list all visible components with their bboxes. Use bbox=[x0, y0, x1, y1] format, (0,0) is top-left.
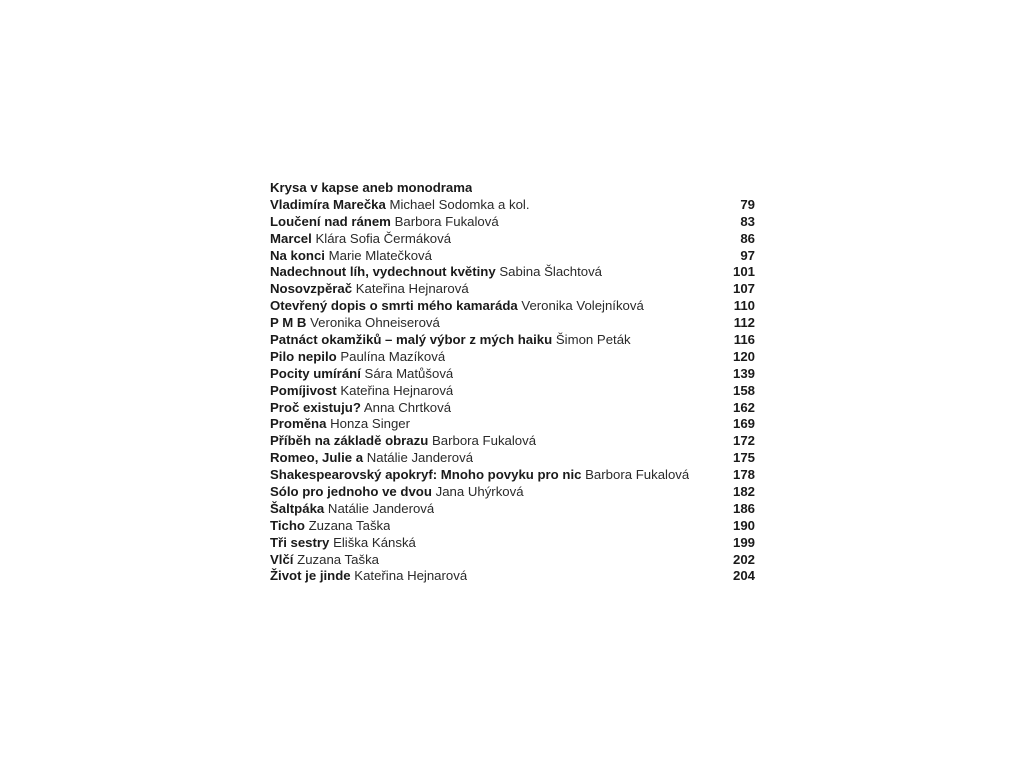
toc-entry-page-number: 107 bbox=[732, 281, 755, 297]
toc-entry-page-number: 186 bbox=[732, 500, 755, 516]
toc-entry-author: Veronika Volejníková bbox=[521, 298, 644, 314]
toc-entry bbox=[270, 535, 755, 552]
toc-entry-page-number: 83 bbox=[740, 213, 755, 229]
toc-entry bbox=[270, 484, 755, 501]
toc-entry-page-number: 182 bbox=[732, 484, 755, 500]
toc-entry-text bbox=[270, 248, 432, 265]
table-of-contents bbox=[270, 180, 755, 585]
toc-entry bbox=[270, 264, 755, 281]
toc-entry-title: Vladimíra Marečka bbox=[270, 196, 386, 212]
toc-entry bbox=[270, 568, 755, 585]
toc-entry-title: Krysa v kapse aneb monodrama bbox=[270, 180, 473, 195]
toc-entry-text bbox=[270, 416, 410, 433]
toc-entry-title: Život je jinde bbox=[270, 568, 351, 584]
toc-entry bbox=[270, 400, 755, 417]
toc-entry-author: Zuzana Taška bbox=[297, 551, 380, 567]
toc-entry-page-number: 112 bbox=[733, 315, 755, 331]
toc-entry-page-number: 158 bbox=[732, 382, 755, 398]
toc-entry-page-number: 190 bbox=[732, 517, 755, 533]
toc-entry bbox=[270, 180, 755, 197]
toc-entry-page-number: 202 bbox=[732, 551, 755, 567]
toc-entry bbox=[270, 248, 755, 265]
toc-entry-page-number: 79 bbox=[740, 196, 755, 212]
toc-entry-author: Kateřina Hejnarová bbox=[354, 568, 468, 584]
toc-entry-text bbox=[270, 180, 472, 197]
toc-entry-author: Sabina Šlachtová bbox=[499, 264, 603, 280]
toc-entry-title: Příběh na základě obrazu bbox=[270, 433, 429, 449]
toc-entry-author: Paulína Mazíková bbox=[340, 348, 446, 364]
toc-entry-author: Veronika Ohneiserová bbox=[310, 315, 440, 331]
toc-entry bbox=[270, 231, 755, 248]
toc-entry-text bbox=[270, 315, 440, 332]
toc-entry-author: Honza Singer bbox=[330, 416, 411, 432]
toc-entry-title: Pomíjivost bbox=[270, 382, 337, 398]
toc-entry bbox=[270, 450, 755, 467]
toc-entry-author: Jana Uhýrková bbox=[435, 484, 524, 500]
toc-entry-author: Barbora Fukalová bbox=[431, 433, 537, 449]
toc-entry-text bbox=[270, 450, 473, 467]
toc-entry bbox=[270, 315, 755, 332]
toc-entry-author: Kateřina Hejnarová bbox=[355, 281, 469, 297]
toc-entry-page-number: 178 bbox=[732, 467, 755, 483]
toc-entry-title: P M B bbox=[270, 315, 307, 331]
toc-entry bbox=[270, 518, 755, 535]
toc-entry-title: Vlčí bbox=[270, 551, 294, 567]
toc-entry-text bbox=[270, 383, 453, 400]
toc-entry-author: Klára Sofia Čermáková bbox=[315, 230, 452, 246]
toc-entry-title: Loučení nad ránem bbox=[270, 213, 391, 229]
toc-entry-title: Romeo, Julie a bbox=[270, 450, 364, 466]
toc-entry-title: Na konci bbox=[270, 247, 325, 263]
toc-entry bbox=[270, 552, 755, 569]
toc-entry-author: Marie Mlatečková bbox=[328, 247, 432, 263]
toc-entry-text bbox=[270, 433, 536, 450]
toc-entry-title: Sólo pro jednoho ve dvou bbox=[270, 484, 432, 500]
toc-entry bbox=[270, 281, 755, 298]
toc-entry-page-number: 204 bbox=[732, 568, 755, 584]
toc-entry-text bbox=[270, 467, 689, 484]
toc-entry-title: Pocity umírání bbox=[270, 365, 361, 381]
toc-entry-text bbox=[270, 501, 434, 518]
toc-entry-author: Anna Chrtková bbox=[363, 399, 452, 415]
toc-entry-author: Sára Matůšová bbox=[364, 365, 454, 381]
toc-entry-text bbox=[270, 332, 631, 349]
toc-entry-text bbox=[270, 214, 499, 231]
toc-entry-text bbox=[270, 231, 451, 248]
toc-entry-text bbox=[270, 298, 644, 315]
toc-entry-title: Pilo nepilo bbox=[270, 348, 337, 364]
toc-entry-title: Nosovzpěrač bbox=[270, 281, 353, 297]
toc-entry-author: Barbora Fukalová bbox=[394, 213, 499, 229]
toc-entry-text bbox=[270, 535, 416, 552]
toc-entry-page-number: 86 bbox=[740, 230, 755, 246]
toc-entry-text bbox=[270, 552, 379, 569]
toc-entry-page-number: 162 bbox=[732, 399, 755, 415]
toc-entry-title: Patnáct okamžiků – malý výbor z mých haiku bbox=[270, 332, 553, 348]
toc-entry bbox=[270, 298, 755, 315]
toc-entry-title: Otevřený dopis o smrti mého kamaráda bbox=[270, 298, 518, 314]
toc-entry bbox=[270, 501, 755, 518]
toc-entry-page-number: 199 bbox=[732, 534, 755, 550]
toc-entry-text bbox=[270, 366, 453, 383]
toc-entry-author: Šimon Peták bbox=[555, 332, 631, 348]
toc-entry-page-number: 101 bbox=[732, 264, 755, 280]
toc-entry-title: Nadechnout líh, vydechnout květiny bbox=[270, 264, 496, 280]
toc-entry-author: Eliška Kánská bbox=[333, 534, 416, 550]
toc-entry-text bbox=[270, 518, 390, 535]
toc-entry bbox=[270, 383, 755, 400]
toc-entry-author: Natálie Janderová bbox=[327, 500, 435, 516]
toc-entry bbox=[270, 332, 755, 349]
toc-entry-title: Tři sestry bbox=[270, 534, 330, 550]
toc-entry-text bbox=[270, 484, 524, 501]
toc-entry-author: Michael Sodomka a kol. bbox=[389, 196, 530, 212]
toc-entry-title: Proměna bbox=[270, 416, 327, 432]
toc-entry-author: Natálie Janderová bbox=[366, 450, 474, 466]
toc-entry bbox=[270, 349, 755, 366]
toc-entry bbox=[270, 197, 755, 214]
toc-entry-title: Proč existuju? bbox=[270, 399, 361, 415]
toc-entry-page-number: 172 bbox=[732, 433, 755, 449]
toc-entry bbox=[270, 433, 755, 450]
toc-entry-author: Zuzana Taška bbox=[308, 517, 391, 533]
toc-entry-title: Šaltpáka bbox=[270, 500, 325, 516]
toc-entry-page-number: 116 bbox=[733, 332, 755, 348]
toc-entry-page-number: 175 bbox=[732, 450, 755, 466]
toc-entry-text bbox=[270, 400, 451, 417]
toc-entry-title: Ticho bbox=[270, 517, 305, 533]
toc-entry-text bbox=[270, 281, 469, 298]
toc-entry-page-number: 169 bbox=[732, 416, 755, 432]
toc-entry-text bbox=[270, 197, 530, 214]
toc-entry-page-number: 110 bbox=[733, 298, 755, 314]
toc-entry-page-number: 139 bbox=[732, 365, 755, 381]
toc-entry bbox=[270, 467, 755, 484]
toc-entry-author: Barbora Fukalová bbox=[585, 467, 690, 483]
toc-entry-text bbox=[270, 349, 445, 366]
toc-entry-title: Marcel bbox=[270, 230, 312, 246]
toc-entry-text bbox=[270, 568, 467, 585]
toc-entry bbox=[270, 214, 755, 231]
toc-entry-page-number: 120 bbox=[732, 348, 755, 364]
toc-entry bbox=[270, 366, 755, 383]
toc-entry bbox=[270, 416, 755, 433]
toc-entry-page-number: 97 bbox=[740, 247, 755, 263]
toc-entry-author: Kateřina Hejnarová bbox=[340, 382, 454, 398]
toc-entry-text bbox=[270, 264, 602, 281]
toc-entry-title: Shakespearovský apokryf: Mnoho povyku pro nic bbox=[270, 467, 582, 483]
